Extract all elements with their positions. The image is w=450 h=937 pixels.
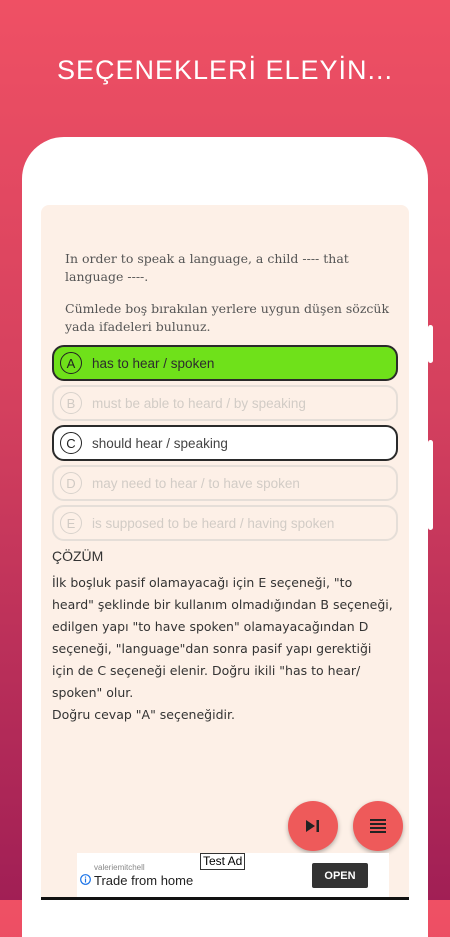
ad-tag: Test Ad (200, 853, 245, 870)
option-e[interactable] (52, 505, 398, 541)
option-text: should hear / speaking (92, 435, 228, 451)
option-letter: D (60, 472, 82, 494)
option-text: is supposed to be heard / having spoken (92, 515, 335, 531)
ad-banner[interactable] (77, 853, 389, 900)
solution-line: için de C seçeneği elenir. Doğru ikili "has to hear/ (52, 663, 361, 678)
solution-line: spoken" olur. (52, 685, 134, 700)
skip-next-icon (306, 820, 320, 832)
phone-side-button (428, 440, 433, 530)
ad-text: Trade from home (94, 873, 194, 888)
solution-line: İlk boşluk pasif olamayacağı için E seçeneği, "to (52, 575, 353, 590)
option-text: has to hear / spoken (92, 355, 215, 371)
option-letter: B (60, 392, 82, 414)
page-title: SEÇENEKLERİ ELEYİN... (56, 55, 394, 85)
solution-text (52, 572, 404, 726)
ad-advertiser: valeriemitchell (94, 863, 145, 872)
phone-side-button (428, 325, 433, 363)
option-a[interactable] (52, 345, 398, 381)
solution-line: heard" şeklinde bir kullanım olmadığından B seçeneği, (52, 597, 393, 612)
option-b[interactable] (52, 385, 398, 421)
option-letter: E (60, 512, 82, 534)
solution-line: seçeneği, "language"dan sonra pasif yapı gerektiği (52, 641, 372, 656)
option-c[interactable] (52, 425, 398, 461)
solution-title: ÇÖZÜM (52, 548, 104, 564)
question-text: In order to speak a language, a child ---- that language ----. (65, 251, 349, 284)
option-text: may need to hear / to have spoken (92, 475, 300, 491)
solution-line: edilgen yapı "to have spoken" olamayacağından D (52, 619, 369, 634)
list-icon (370, 818, 386, 834)
option-d[interactable] (52, 465, 398, 501)
ad-open-button[interactable]: OPEN (312, 863, 368, 888)
option-letter: C (60, 432, 82, 454)
option-text: must be able to heard / by speaking (92, 395, 306, 411)
question-list-button[interactable] (353, 801, 403, 851)
question-instruction: Cümlede boş bırakılan yerlere uygun düşen sözcük yada ifadeleri bulunuz. (65, 301, 390, 334)
option-letter: A (60, 352, 82, 374)
solution-line: Doğru cevap "A" seçeneğidir. (52, 707, 235, 722)
info-icon[interactable] (80, 874, 91, 885)
next-question-button[interactable] (288, 801, 338, 851)
